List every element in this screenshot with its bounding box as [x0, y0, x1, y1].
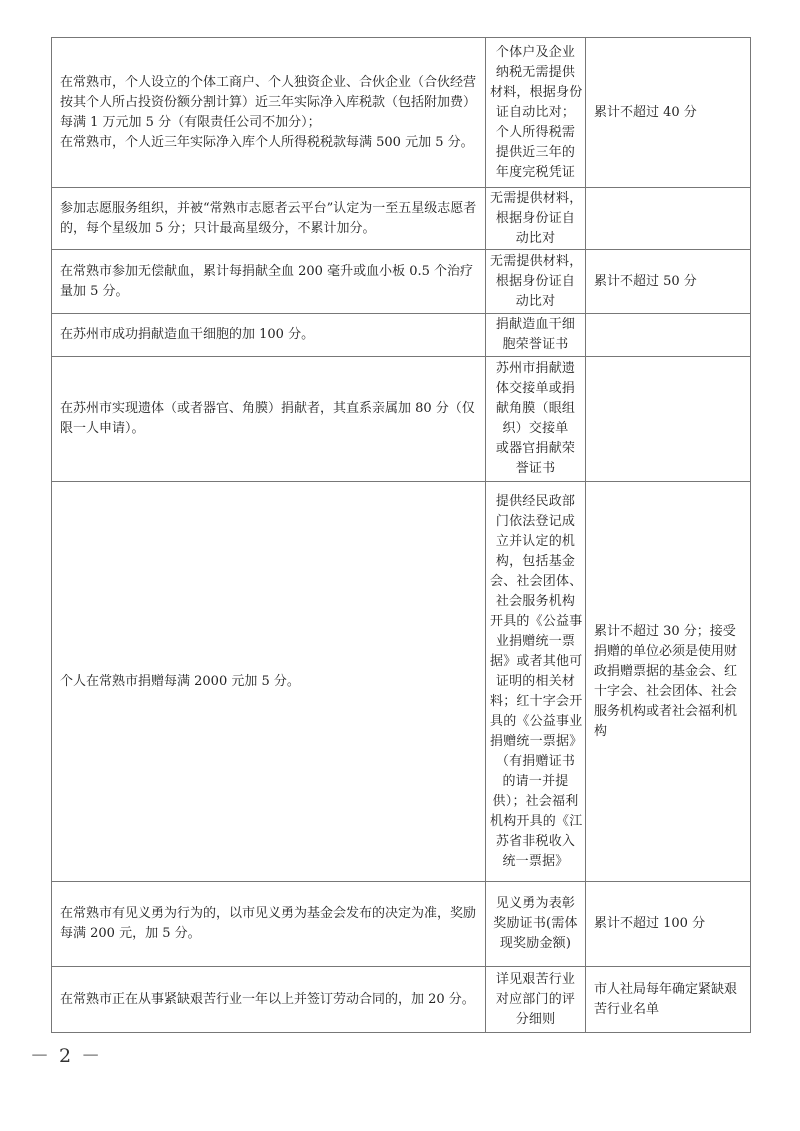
- materials-text: 提供近三年的: [495, 144, 576, 160]
- materials-text: 无需提供材料，: [490, 190, 583, 206]
- limit-note-cell: 累计不超过 50 分: [586, 250, 751, 314]
- materials-text: 证自动比对；: [495, 104, 576, 120]
- materials-text: 捐献造血干细: [495, 317, 576, 332]
- criteria-cell: [52, 357, 486, 482]
- criteria-text: 在常熟市，个人近三年实际净入库个人所得税税款每满 500 元加 5 分。: [60, 134, 474, 150]
- materials-text: 社会服务机构: [495, 593, 576, 609]
- materials-text: 业捐赠统一票: [495, 633, 576, 649]
- criteria-cell: [52, 38, 486, 188]
- criteria-cell: [52, 314, 486, 357]
- criteria-text: 在常熟市参加无偿献血，累计每捐献全血 200 毫升或血小板 0.5 个治疗量加 5 分。: [60, 263, 474, 299]
- materials-text: 会、社会团体、: [490, 573, 583, 589]
- materials-text: 据》或者其他可: [490, 653, 583, 669]
- materials-text: 织）交接单: [502, 421, 569, 436]
- criteria-text: 在常熟市正在从事紧缺艰苦行业一年以上并签订劳动合同的，加 20 分。: [60, 991, 475, 1007]
- criteria-text: 在苏州市成功捐献造血干细胞的加 100 分。: [60, 327, 315, 342]
- materials-text: 根据身份证自: [495, 273, 576, 289]
- limit-note-cell: 累计不超过 40 分: [586, 38, 751, 188]
- table-row: [52, 314, 751, 357]
- criteria-cell: [52, 882, 486, 967]
- materials-text: 现奖励金额): [499, 936, 572, 951]
- criteria-cell: [52, 482, 486, 882]
- materials-cell: [486, 314, 586, 357]
- criteria-text: 个人在常熟市捐赠每满 2000 元加 5 分。: [60, 673, 300, 689]
- materials-cell: [486, 188, 586, 250]
- limit-note-cell: [586, 314, 751, 357]
- materials-text: 捐赠统一票据》: [490, 733, 583, 749]
- materials-cell: [486, 250, 586, 314]
- points-table: [51, 37, 751, 1033]
- materials-text: 对应部门的评: [495, 991, 576, 1007]
- materials-text: 动比对: [515, 293, 556, 309]
- materials-text: 门依法登记成: [495, 513, 576, 529]
- table-row: [52, 357, 751, 482]
- limit-note-cell: [586, 357, 751, 482]
- materials-text: 具的《公益事业: [490, 713, 583, 729]
- materials-text: 开具的《公益事: [490, 613, 583, 629]
- materials-text: 纳税无需提供: [495, 64, 576, 80]
- materials-cell: [486, 38, 586, 188]
- limit-note-cell: [586, 188, 751, 250]
- page-number: － 2 －: [30, 1045, 103, 1067]
- criteria-text: 参加志愿服务组织，并被“常熟市志愿者云平台”认定为一至五星级志愿者的，每个星级加 5 分；只计最高星级分，不累计加分。: [60, 200, 477, 236]
- table-row: [52, 482, 751, 882]
- materials-text: 详见艰苦行业: [495, 971, 576, 987]
- materials-text: 动比对: [515, 230, 556, 246]
- criteria-text: 在苏州市实现遗体（或者器官、角膜）捐献者，其直系亲属加 80 分（仅限一人申请）。: [60, 401, 475, 436]
- materials-text: 献角膜（眼组: [495, 401, 576, 416]
- criteria-cell: [52, 188, 486, 250]
- materials-text: 誉证书: [515, 461, 556, 476]
- criteria-cell: [52, 967, 486, 1033]
- criteria-text: 在常熟市有见义勇为行为的，以市见义勇为基金会发布的决定为准，奖励每满 200 元，加 5 分。: [60, 906, 477, 941]
- materials-text: 机构开具的《江: [490, 813, 583, 829]
- materials-text: 材料，根据身份: [490, 84, 583, 100]
- table-row: [52, 188, 751, 250]
- materials-text: 或器官捐献荣: [495, 441, 576, 456]
- materials-text: 年度完税凭证: [495, 164, 576, 180]
- materials-text: 胞荣誉证书: [502, 337, 569, 352]
- materials-text: 分细则: [515, 1011, 556, 1027]
- materials-text: 供）；社会福利: [492, 793, 579, 809]
- materials-text: 料；红十字会开: [490, 693, 583, 709]
- limit-note-cell: 累计不超过 30 分；接受捐赠的单位必须是使用财政捐赠票据的基金会、红十字会、社会团体、社会服务机构或者社会福利机构: [586, 482, 751, 882]
- materials-text: 的请一并提: [502, 773, 569, 789]
- table-row: [52, 882, 751, 967]
- criteria-cell: [52, 250, 486, 314]
- materials-cell: [486, 482, 586, 882]
- table-row: [52, 967, 751, 1033]
- materials-text: 奖励证书(需体: [493, 916, 578, 931]
- materials-cell: [486, 967, 586, 1033]
- materials-text: 见义勇为表彰: [495, 896, 576, 911]
- materials-text: 提供经民政部: [495, 493, 576, 509]
- table-row: [52, 38, 751, 188]
- materials-text: 无需提供材料，: [490, 253, 583, 269]
- materials-text: 构，包括基金: [495, 553, 576, 569]
- materials-cell: [486, 882, 586, 967]
- materials-text: 苏州市捐献遗: [495, 361, 576, 376]
- materials-text: 根据身份证自: [495, 210, 576, 226]
- limit-note-cell: 累计不超过 100 分: [586, 882, 751, 967]
- materials-cell: [486, 357, 586, 482]
- criteria-text: 在常熟市，个人设立的个体工商户、个人独资企业、合伙企业（合伙经营按其个人所占投资份额分割计算）近三年实际净入库税款（包括附加费）每满 1 万元加 5 分（有限责任公司不加分）；: [60, 74, 477, 130]
- materials-text: 体交接单或捐: [495, 381, 576, 396]
- materials-text: 证明的相关材: [495, 673, 576, 689]
- materials-text: 个体户及企业: [495, 44, 576, 60]
- materials-text: 个人所得税需: [495, 124, 576, 140]
- materials-text: 立并认定的机: [495, 533, 576, 549]
- materials-text: 苏省非税收入: [495, 833, 576, 849]
- materials-text: 统一票据》: [502, 853, 569, 869]
- limit-note-cell: 市人社局每年确定紧缺艰苦行业名单: [586, 967, 751, 1033]
- table-row: [52, 250, 751, 314]
- materials-text: （有捐赠证书: [495, 753, 576, 769]
